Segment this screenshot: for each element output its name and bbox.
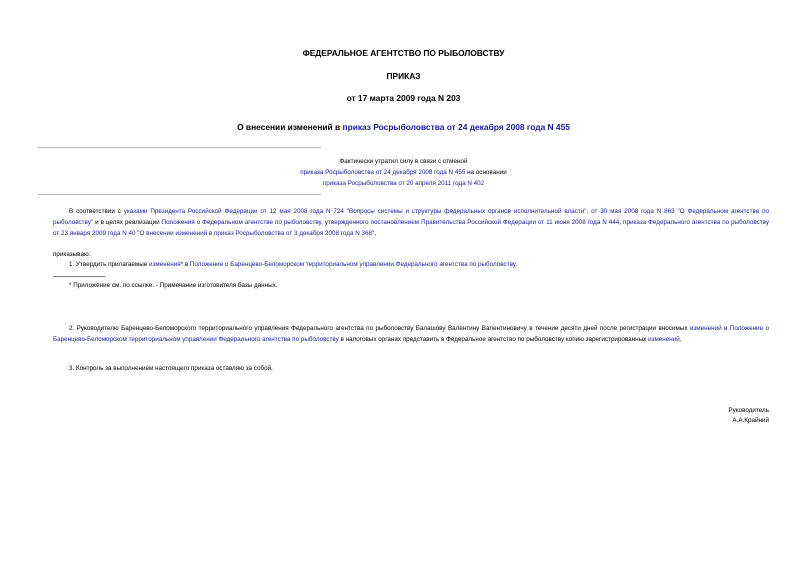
agency-order-40-link[interactable]: приказа Федерального агентства по рыболовству от 23 января 2009 года N 40 "О внесении изменений в приказ Росрыболовства от 3 декабря 2008 года N 368" [53, 219, 769, 237]
status-cancel-link[interactable]: приказа Росрыболовства от 24 декабря 2008 года N 455 [300, 169, 466, 176]
regulation-barents-link[interactable]: Положение о Баренцево-Беломорском территориальном управлении Федерального агентства по рыболовству [189, 261, 516, 268]
document-type-heading: ПРИКАЗ [386, 71, 421, 81]
footnote-text: * Приложение см. по ссылке. - Примечание изготовителя базы данных. [69, 282, 278, 289]
title-link[interactable]: приказ Росрыболовства от 24 декабря 2008 года N 455 [342, 122, 570, 132]
status-line-2 [0, 168, 807, 178]
item-2-paragraph [53, 323, 769, 345]
item-1-text-2: * в [180, 261, 190, 268]
registered-changes-link[interactable]: изменений [648, 336, 680, 343]
item-1-text-1: 1. Утвердить прилагаемые [69, 261, 149, 268]
presidential-decrees-link[interactable]: указами Президента Российской Федерации от 12 мая 2008 года N 724 "Вопросы системы и структуры федеральных органов исполнительной власти", от 30 мая 2008 года N 863 "О Федеральном агентстве по рыболовству" [53, 208, 770, 226]
status-basis-link[interactable]: приказа Росрыболовства от 20 апреля 2011 года N 402 [322, 180, 485, 187]
preamble-text-3: , [619, 219, 624, 226]
document-title [0, 122, 807, 132]
footnote-divider [53, 276, 105, 277]
signature-name: А.А.Крайний [732, 417, 769, 424]
status-top-divider [38, 147, 321, 148]
status-bottom-divider [38, 194, 321, 195]
item-2-text-1: 2. Руководителю Баренцево-Беломорского территориального управления Федерального агентства по рыболовству Балашову Валентину Валентиновичу в течение десяти дней после регистрации вносимых [69, 325, 690, 332]
agency-heading: ФЕДЕРАЛЬНОЕ АГЕНТСТВО ПО РЫБОЛОВСТВУ [302, 48, 505, 58]
preamble-text-4: , [374, 230, 377, 237]
prikazyvayu-label: приказываю: [53, 251, 91, 258]
item-1 [69, 260, 517, 270]
item-2-text-2: в налоговых органах представить в Федеральное агентство по рыболовству копию зарегистрированных [338, 336, 649, 343]
item-3: 3. Контроль за выполнением настоящего приказа оставляю за собой. [69, 365, 273, 372]
item-2-text-3: . [679, 336, 682, 343]
status-line-2-suffix: на основании [465, 169, 507, 176]
agency-regulation-link[interactable]: Положения о Федеральном агентстве по рыболовству, утвержденного постановлением Правительства Российской Федерации от 11 июня 2008 года N 444 [161, 219, 620, 226]
preamble-text-2: и в целях реализации [93, 219, 162, 226]
document-date-number: от 17 марта 2009 года N 203 [346, 93, 461, 103]
item-1-text-3: . [515, 261, 518, 268]
title-prefix: О внесении изменений в [237, 122, 343, 132]
status-line-3 [0, 179, 807, 189]
preamble-paragraph [53, 206, 769, 239]
signature-position: Руководитель [728, 407, 769, 414]
status-line-1: Фактически утратил силу в связи с отменой [339, 158, 468, 165]
preamble-text-1: В соответствии с [69, 208, 124, 215]
changes-link[interactable]: изменения [149, 261, 181, 268]
changes-regulation-link[interactable]: изменений в Положение о Баренцево-Беломорском территориальном управлении Федерального агентства по рыболовству [53, 325, 769, 343]
